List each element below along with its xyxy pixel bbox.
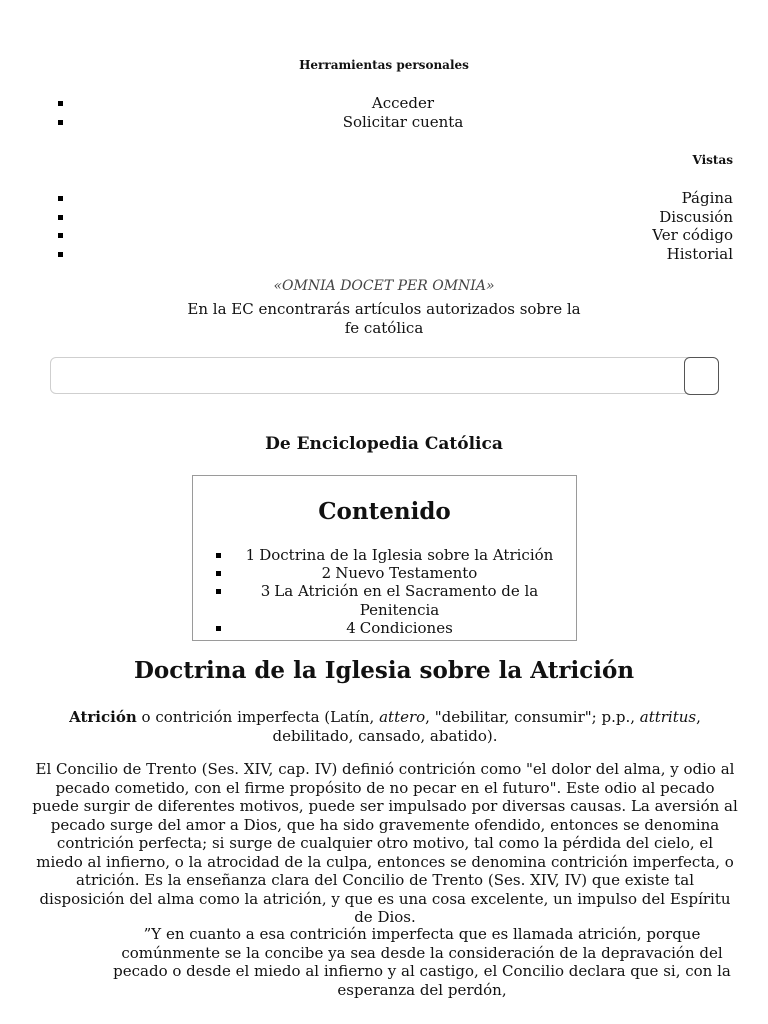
- text: , debilitado, cansado, abatido).: [272, 708, 701, 745]
- toc-title: Contenido: [318, 498, 451, 525]
- site-description: En la EC encontrarás artículos autorizados sobre la fe católica: [187, 300, 581, 337]
- text: o contrición imperfecta (Latín,: [136, 708, 380, 726]
- toc-item[interactable]: [192, 564, 577, 582]
- toc-list: [192, 546, 577, 637]
- toc-item-text: La Atrición en el Sacramento de la Penitencia: [274, 582, 539, 619]
- toc-item[interactable]: [192, 546, 577, 564]
- toc-item-number: 1: [245, 546, 256, 564]
- tab-page[interactable]: Página: [0, 189, 768, 208]
- toc-item-text: Nuevo Testamento: [335, 564, 478, 583]
- toc-item[interactable]: [192, 619, 577, 637]
- toc-item-text: Doctrina de la Iglesia sobre la Atrición: [259, 546, 554, 564]
- latin-term: attritus: [639, 708, 697, 726]
- paragraph-definition: [40, 708, 730, 745]
- views-heading: Vistas: [692, 153, 733, 167]
- views-menu: [0, 189, 768, 263]
- personal-tools-menu: [0, 94, 768, 131]
- toc-item-number: 3: [260, 582, 271, 601]
- search-button[interactable]: [684, 357, 719, 395]
- latin-term: attero: [379, 708, 426, 726]
- paragraph-trent: El Concilio de Trento (Ses. XIV, cap. IV) definió contrición como "el dolor del alma, y odio al pecado cometido, con el firme propósito de no pecar en el futuro". Este odio al pecado puede surgir de diferentes motivos, puede ser impulsado por diversas causas. La aversión al pecado surge del amor a Dios, que ha sido gravemente ofendido, entonces se denomina contrición perfecta; si surge de cualquier otro motivo, tal como la pérdida del cielo, el miedo al infierno, o la atrocidad de la culpa, entonces se denomina contrición imperfecta, o atrición. Es la enseñanza clara del Concilio de Trento (Ses. XIV, IV) que existe tal disposición del alma como la atrición, y que es una cosa excelente, un impulso del Espíritu de Dios.: [32, 760, 738, 926]
- login-link[interactable]: Acceder: [0, 94, 768, 113]
- term-bold: Atrición: [69, 708, 137, 726]
- personal-tools-heading: Herramientas personales: [299, 58, 469, 72]
- request-account-link[interactable]: Solicitar cuenta: [0, 113, 768, 132]
- tab-discussion[interactable]: Discusión: [0, 208, 768, 227]
- search-input[interactable]: [50, 357, 718, 394]
- toc-item[interactable]: [192, 582, 577, 618]
- toc-item-number: 4: [346, 618, 356, 637]
- text: , "debilitar, consumir"; p.p.,: [425, 708, 640, 726]
- section-heading: Doctrina de la Iglesia sobre la Atrición: [133, 657, 635, 684]
- site-tagline: «OMNIA DOCET PER OMNIA»: [273, 278, 495, 294]
- tab-view-source[interactable]: Ver código: [0, 226, 768, 245]
- paragraph-quote: ”Y en cuanto a esa contrición imperfecta que es llamada atrición, porque comúnmente se la concibe ya sea desde la consideración de la depravación del pecado o desde el miedo al infierno y al castigo, el Concilio declara que si, con la esperanza del perdón,: [113, 925, 731, 999]
- tab-history[interactable]: Historial: [0, 245, 768, 264]
- site-subtitle: De Enciclopedia Católica: [265, 434, 503, 454]
- toc-item-text: Condiciones: [359, 618, 453, 637]
- toc-item-number: 2: [321, 564, 332, 583]
